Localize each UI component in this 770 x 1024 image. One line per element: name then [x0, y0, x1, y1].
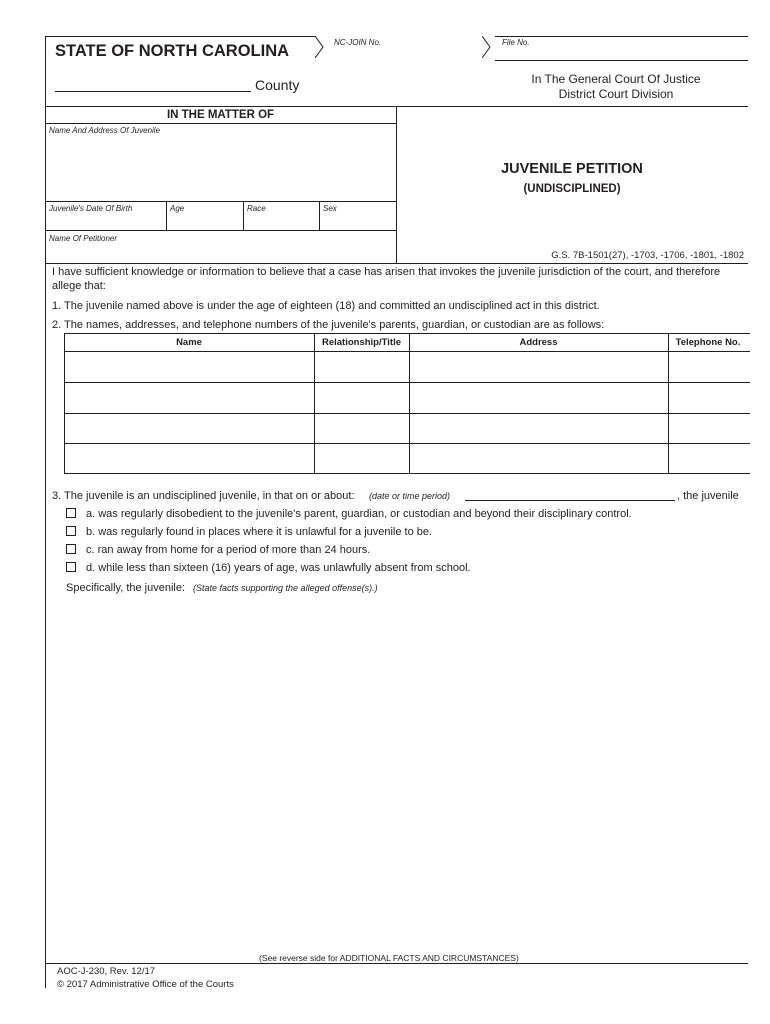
- top-border-right: [495, 36, 748, 37]
- table-row-line: [64, 443, 750, 444]
- body-top-line: [45, 263, 748, 264]
- matter-title: IN THE MATTER OF: [166, 109, 275, 121]
- item-3-suffix: , the juvenile: [677, 490, 739, 502]
- table-row[interactable]: [65, 415, 748, 442]
- specifically-hint: (State facts supporting the alleged offense(s).): [193, 583, 378, 593]
- race-label: Race: [247, 204, 266, 213]
- state-title: STATE OF NORTH CAROLINA: [55, 42, 290, 60]
- table-row[interactable]: [65, 353, 748, 381]
- dob-label: Juvenile's Date Of Birth: [49, 204, 133, 213]
- option-b-checkbox[interactable]: [66, 526, 76, 536]
- petitioner-label: Name Of Petitioner: [49, 234, 118, 243]
- option-b-label: b. was regularly found in places where it is unlawful for a juvenile to be.: [86, 526, 433, 538]
- fileno-label: File No.: [502, 38, 530, 47]
- fileno-notch: [482, 36, 496, 58]
- option-d-checkbox[interactable]: [66, 562, 76, 572]
- option-a-checkbox[interactable]: [66, 508, 76, 518]
- ncjoin-input[interactable]: [330, 48, 490, 62]
- age-label: Age: [170, 204, 185, 213]
- left-margin-line: [45, 36, 46, 988]
- col-header-name: Name: [176, 337, 202, 348]
- see-reverse-note: (See reverse side for ADDITIONAL FACTS AND CIRCUMSTANCES): [259, 953, 519, 963]
- sex-label: Sex: [323, 204, 337, 213]
- item-2: 2. The names, addresses, and telephone numbers of the juvenile's parents, guardian, or custodian are as follows:: [52, 319, 605, 331]
- option-c-checkbox[interactable]: [66, 544, 76, 554]
- table-row[interactable]: [65, 445, 748, 473]
- dob-divider-1: [166, 201, 167, 230]
- date-period-input[interactable]: [465, 500, 675, 501]
- col-header-telephone: Telephone No.: [675, 337, 741, 348]
- name-address-label: Name And Address Of Juvenile: [49, 126, 161, 135]
- matter-title-line: [45, 123, 396, 124]
- form-title: JUVENILE PETITION: [501, 161, 643, 177]
- copyright: © 2017 Administrative Office of the Courts: [57, 979, 234, 990]
- table-row[interactable]: [65, 384, 748, 412]
- court-line-2: District Court Division: [558, 87, 674, 101]
- county-input[interactable]: [55, 91, 251, 92]
- form-number: AOC-J-230, Rev. 12/17: [57, 966, 156, 977]
- dob-divider-2: [243, 201, 244, 230]
- ncjoin-notch: [315, 36, 327, 58]
- race-input[interactable]: [247, 215, 315, 228]
- table-row-line: [64, 382, 750, 383]
- specifically-label: Specifically, the juvenile:: [66, 582, 186, 594]
- table-row-line: [64, 413, 750, 414]
- age-input[interactable]: [170, 215, 240, 228]
- option-d-label: d. while less than sixteen (16) years of age, was unlawfully absent from school.: [86, 562, 471, 574]
- facts-textarea[interactable]: [66, 598, 746, 938]
- ncjoin-label: NC-JOIN No.: [334, 38, 382, 47]
- item-3-prefix: 3. The juvenile is an undisciplined juvenile, in that on or about:: [52, 490, 355, 502]
- dob-row-top: [45, 201, 396, 202]
- item-3-hint: (date or time period): [369, 491, 451, 501]
- petitioner-row-top: [45, 230, 396, 231]
- county-label: County: [255, 77, 300, 93]
- intro-text: I have sufficient knowledge or information to believe that a case has arisen that invokes the juvenile jurisdiction of the court, and therefore allege that:: [52, 266, 721, 292]
- petitioner-input[interactable]: [49, 246, 389, 260]
- col-header-address: Address: [519, 337, 558, 348]
- form-subtitle: (UNDISCIPLINED): [523, 183, 621, 195]
- dob-input[interactable]: [49, 215, 161, 228]
- top-border: [45, 36, 315, 37]
- table-header-line: [64, 351, 750, 352]
- footer-line: [45, 963, 748, 964]
- option-c-label: c. ran away from home for a period of more than 24 hours.: [86, 544, 371, 556]
- col-header-relationship: Relationship/Title: [321, 337, 401, 348]
- statute-reference: G.S. 7B-1501(27), -1703, -1706, -1801, -1802: [551, 250, 744, 261]
- item-1: 1. The juvenile named above is under the age of eighteen (18) and committed an undisciplined act in this district.: [52, 300, 600, 312]
- sex-input[interactable]: [323, 215, 393, 228]
- court-line-1: In The General Court Of Justice: [531, 72, 701, 86]
- dob-divider-3: [319, 201, 320, 230]
- fileno-bottom: [495, 60, 748, 61]
- name-address-input[interactable]: [49, 138, 389, 198]
- option-a-label: a. was regularly disobedient to the juvenile's parent, guardian, or custodian and beyond their disciplinary control.: [86, 508, 632, 520]
